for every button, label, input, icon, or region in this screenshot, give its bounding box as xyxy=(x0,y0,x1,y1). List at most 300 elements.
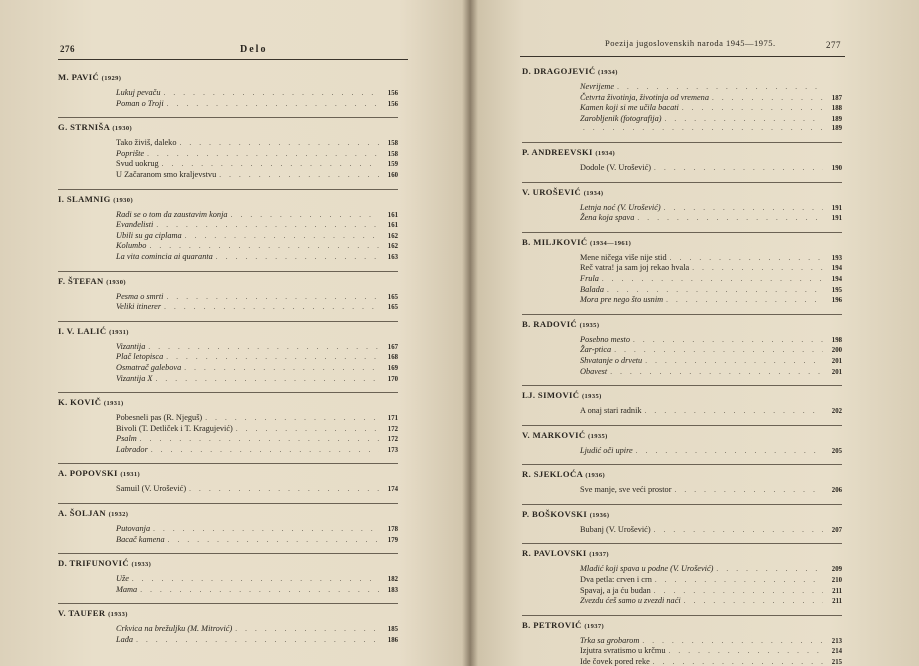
poem-entry xyxy=(580,274,842,285)
author-name-text: I. SLAMNIG xyxy=(58,193,111,204)
dot-leader xyxy=(614,346,823,356)
dot-leader xyxy=(189,485,379,495)
poem-entry xyxy=(580,253,842,264)
page-ref: 161 xyxy=(387,211,398,219)
poem-title: Svud uokrug xyxy=(116,159,159,169)
author-name-text: B. MILJKOVIĆ xyxy=(522,236,588,247)
author-years: (1935) xyxy=(579,321,600,329)
author-name xyxy=(58,558,398,570)
dot-leader xyxy=(636,447,823,457)
entry-spacing xyxy=(58,384,398,392)
author-name-text: A. ŠOLJAN xyxy=(58,508,107,519)
page-ref: 163 xyxy=(387,253,398,261)
dot-leader xyxy=(163,89,379,99)
poem-title: Uže xyxy=(116,574,129,584)
author-years: (1930) xyxy=(112,125,133,133)
page-ref: 162 xyxy=(387,232,398,240)
poem-title: Bacač kamena xyxy=(116,534,165,544)
poem-title: Kamen koji si me učila bacati xyxy=(580,103,679,113)
page-ref: 165 xyxy=(387,293,398,301)
dot-leader xyxy=(156,375,380,385)
dot-leader xyxy=(235,625,379,635)
author-entry-p-andreevski xyxy=(522,142,842,182)
poem-entry xyxy=(580,367,842,378)
dot-leader xyxy=(583,124,823,134)
author-name-text: I. V. LALIĆ xyxy=(58,325,107,336)
page-ref: 170 xyxy=(387,375,398,383)
author-entry-p-boskovski xyxy=(522,504,842,544)
dot-leader xyxy=(162,160,379,170)
poem-title: Letnja noć (V. Urošević) xyxy=(580,202,661,212)
author-name xyxy=(58,326,398,338)
page-ref: 159 xyxy=(387,161,398,169)
poem-entry xyxy=(116,535,398,546)
poem-entry xyxy=(116,574,398,585)
right-running-title: Poezija jugoslovenskih naroda 1945—1975. xyxy=(605,38,776,48)
dot-leader xyxy=(132,575,379,585)
poem-entry xyxy=(116,445,398,456)
poem-entry xyxy=(116,624,398,635)
author-years: (1931) xyxy=(120,471,141,479)
page-ref: 215 xyxy=(831,659,842,666)
poem-entry xyxy=(580,345,842,356)
author-name-text: B. RADOVIĆ xyxy=(522,318,578,329)
poem-title: Osmatrač galebova xyxy=(116,362,182,372)
page-ref: 160 xyxy=(387,171,398,179)
author-name-text: V. MARKOVIĆ xyxy=(522,429,586,440)
poem-title: Zvezdu ćeš samo u zvezdi naći xyxy=(580,596,681,606)
author-name-text: K. KOVIČ xyxy=(58,397,102,408)
poem-title: Ubili su ga ciplama xyxy=(116,230,182,240)
entry-spacing xyxy=(58,181,398,189)
page-ref: 158 xyxy=(387,140,398,148)
author-name xyxy=(522,469,842,481)
entry-divider xyxy=(522,464,842,465)
poem-title: Balada xyxy=(580,284,604,294)
poem-title: Radi se o tom da zaustavim konja xyxy=(116,209,228,219)
poem-title: La vita comincia ai quaranta xyxy=(116,251,213,261)
page-ref: 214 xyxy=(831,648,842,656)
entry-divider xyxy=(58,553,398,554)
poem-title: Dodole (V. Urošević) xyxy=(580,162,652,172)
entry-spacing xyxy=(58,545,398,553)
author-entry-r-pavlovski xyxy=(522,543,842,614)
poem-title: Lađa xyxy=(116,635,134,645)
page-ref: 206 xyxy=(831,487,842,495)
dot-leader xyxy=(168,536,379,546)
poem-title: Vizantija xyxy=(116,341,146,351)
author-entry-a-soljan xyxy=(58,503,398,553)
poem-entry xyxy=(116,424,398,435)
page-ref: 171 xyxy=(387,415,398,423)
author-name-text: D. DRAGOJEVIĆ xyxy=(522,66,596,76)
page-ref: 172 xyxy=(387,436,398,444)
poem-title: Pobesneli pas (R. Njeguš) xyxy=(116,413,203,423)
page-ref: 172 xyxy=(387,425,398,433)
dot-leader xyxy=(668,647,823,657)
poem-title: Poman o Troji xyxy=(116,98,164,108)
entry-divider xyxy=(58,321,398,322)
poem-entry xyxy=(580,646,842,657)
poem-title: Evanđelisti xyxy=(116,220,154,230)
author-name xyxy=(522,237,842,249)
dot-leader xyxy=(712,94,823,104)
poem-entry xyxy=(580,525,842,536)
page-ref: 194 xyxy=(831,275,842,283)
entry-divider xyxy=(58,603,398,604)
entry-divider xyxy=(522,504,842,505)
author-name xyxy=(58,276,398,288)
dot-leader xyxy=(655,576,823,586)
page-ref: 189 xyxy=(831,125,842,133)
dot-leader xyxy=(231,211,379,221)
poem-entry xyxy=(116,585,398,596)
poem-title: Plač letopisca xyxy=(116,352,164,362)
poem-title: Lukuj pevaču xyxy=(116,88,161,97)
author-entry-v-markovic xyxy=(522,425,842,465)
author-name xyxy=(522,548,842,560)
entry-divider xyxy=(522,543,842,544)
poem-entry xyxy=(580,564,842,575)
poem-entry xyxy=(116,292,398,303)
dot-leader xyxy=(164,303,379,313)
left-running-title: Delo xyxy=(240,44,268,55)
entry-divider xyxy=(58,463,398,464)
entry-spacing xyxy=(58,263,398,271)
poem-entry xyxy=(580,93,842,104)
page-ref: 168 xyxy=(387,354,398,362)
page-ref: 189 xyxy=(831,115,842,123)
author-name xyxy=(58,397,398,409)
poem-entry xyxy=(116,434,398,445)
poem-entry xyxy=(580,263,842,274)
entry-divider xyxy=(522,425,842,426)
dot-leader xyxy=(642,637,823,647)
poem-entry xyxy=(116,352,398,363)
page-ref: 169 xyxy=(387,364,398,372)
page-ref: 207 xyxy=(831,526,842,534)
author-name xyxy=(522,390,842,402)
page-ref: 187 xyxy=(831,94,842,102)
poem-title: Trka sa grobarom xyxy=(580,635,640,645)
right-contents-list xyxy=(522,66,842,666)
poem-entry xyxy=(116,138,398,149)
dot-leader xyxy=(136,636,379,646)
page-ref: 202 xyxy=(831,408,842,416)
author-name xyxy=(522,430,842,442)
author-years: (1934) xyxy=(595,149,616,157)
author-name xyxy=(58,508,398,520)
author-years: (1931) xyxy=(109,328,129,336)
poem-entry xyxy=(580,285,842,296)
author-name-text: V. TAUFER xyxy=(58,608,106,619)
poem-title: Poprište xyxy=(116,148,145,158)
poem-entry xyxy=(580,114,842,125)
left-contents-list xyxy=(58,72,398,654)
poem-entry xyxy=(580,446,842,457)
entry-divider xyxy=(522,232,842,233)
dot-leader xyxy=(674,486,823,496)
page-ref: 211 xyxy=(832,587,842,595)
dot-leader xyxy=(666,296,823,306)
entry-divider xyxy=(58,271,398,272)
dot-leader xyxy=(205,414,379,424)
poem-title: Obavest xyxy=(580,366,608,376)
poem-title: Mladić koji spava u podne (V. Urošević) xyxy=(580,564,714,574)
author-name xyxy=(58,194,398,206)
poem-title: Dva petla: crven i crn xyxy=(580,575,652,585)
author-name xyxy=(522,147,842,159)
book-gutter-shadow xyxy=(462,0,478,666)
author-years: (1933) xyxy=(131,561,152,569)
entry-spacing xyxy=(58,646,398,654)
page-ref: 185 xyxy=(387,626,398,634)
page-ref: 158 xyxy=(387,150,398,158)
entry-divider xyxy=(58,503,398,504)
poem-title: U Začaranom smo kraljevstvu xyxy=(116,169,217,179)
page-ref: 201 xyxy=(831,368,842,376)
dot-leader xyxy=(156,221,379,231)
page-ref: 167 xyxy=(387,343,398,351)
poem-entry xyxy=(580,596,842,607)
poem-entry xyxy=(116,241,398,252)
author-years: (1936) xyxy=(585,472,606,480)
author-name-text: M. PAVIĆ xyxy=(58,72,100,82)
author-name xyxy=(522,620,842,632)
page-ref: 162 xyxy=(387,243,398,251)
page-ref: 178 xyxy=(387,526,398,534)
poem-entry xyxy=(580,213,842,224)
entry-spacing xyxy=(522,496,842,504)
poem-title: Nevrijeme xyxy=(580,82,615,91)
author-years: (1937) xyxy=(584,622,605,630)
poem-entry xyxy=(580,163,842,174)
author-entry-i-slamnig xyxy=(58,189,398,271)
author-name xyxy=(522,66,842,78)
author-name xyxy=(58,608,398,620)
dot-leader xyxy=(665,115,823,125)
page-ref: 161 xyxy=(387,222,398,230)
author-name-text: V. UROŠEVIĆ xyxy=(522,186,582,197)
page-ref: 173 xyxy=(387,446,398,454)
author-years: (1937) xyxy=(589,551,609,559)
poem-title: Bubanj (V. Urošević) xyxy=(580,524,651,534)
dot-leader xyxy=(633,336,823,346)
left-header-rule xyxy=(58,59,408,60)
dot-leader xyxy=(645,407,823,417)
poem-title: Psalm xyxy=(116,434,137,444)
poem-entry xyxy=(116,252,398,263)
page-ref: 191 xyxy=(831,215,842,223)
author-entry-d-trifunovic xyxy=(58,553,398,603)
poem-entry xyxy=(116,635,398,646)
author-years: (1932) xyxy=(108,511,129,519)
entry-spacing xyxy=(522,174,842,182)
poem-entry xyxy=(116,342,398,353)
page-ref: 183 xyxy=(387,586,398,594)
author-name-text: R. PAVLOVSKI xyxy=(522,548,587,559)
author-years: (1931) xyxy=(103,400,124,408)
poem-entry xyxy=(580,657,842,666)
poem-entry xyxy=(580,636,842,647)
poem-entry xyxy=(580,586,842,597)
poem-entry xyxy=(580,406,842,417)
page-ref: 174 xyxy=(387,486,398,494)
author-entry-b-radovic xyxy=(522,314,842,385)
dot-leader xyxy=(140,586,379,596)
dot-leader xyxy=(166,353,379,363)
author-name xyxy=(58,72,398,84)
page-ref: 190 xyxy=(831,164,842,172)
page-ref: 205 xyxy=(831,447,842,455)
page-ref: 213 xyxy=(831,637,842,645)
dot-leader xyxy=(153,525,379,535)
poem-title: Žena koja spava xyxy=(580,213,635,223)
page-ref: 198 xyxy=(831,336,842,344)
poem-entry xyxy=(116,170,398,181)
page-ref: 211 xyxy=(832,598,842,606)
author-years: (1935) xyxy=(588,432,608,440)
dot-leader xyxy=(607,286,823,296)
author-entry-f-stefan xyxy=(58,271,398,321)
poem-title: Frula xyxy=(580,273,599,283)
dot-leader xyxy=(147,150,379,160)
entry-divider xyxy=(522,142,842,143)
poem-entry xyxy=(116,374,398,385)
page-ref: 209 xyxy=(831,566,842,574)
poem-title: Crkvica na brežuljku (M. Mitrović) xyxy=(116,624,233,634)
author-name-text: G. STRNIŠA xyxy=(58,122,110,133)
author-name-text: P. BOŠKOVSKI xyxy=(522,508,588,519)
author-name-text: F. ŠTEFAN xyxy=(58,275,104,286)
author-name xyxy=(58,122,398,134)
entry-divider xyxy=(58,117,398,118)
page-ref: 200 xyxy=(831,347,842,355)
dot-leader xyxy=(184,364,379,374)
author-name-text: B. PETROVIĆ xyxy=(522,619,582,630)
dot-leader xyxy=(185,232,379,242)
dot-leader xyxy=(166,293,379,303)
dot-leader xyxy=(148,343,379,353)
dot-leader xyxy=(140,435,379,445)
dot-leader xyxy=(664,204,823,214)
author-name-text: LJ. SIMOVIĆ xyxy=(522,390,580,401)
poem-title: Shvatanje o drvetu xyxy=(580,355,643,365)
dot-leader xyxy=(670,254,823,264)
author-entry-k-kovic xyxy=(58,392,398,463)
entry-spacing xyxy=(58,313,398,321)
poem-title: Mene ničega više nije stid xyxy=(580,252,667,262)
dot-leader xyxy=(602,275,823,285)
poem-title: Mora pre nego što usnim xyxy=(580,295,664,305)
poem-entry xyxy=(116,413,398,424)
poem-title: Žar-ptica xyxy=(580,345,612,355)
poem-title: Četvrta životinja, životinja od vremena xyxy=(580,92,709,102)
dot-leader xyxy=(654,526,823,536)
author-years: (1930) xyxy=(106,278,126,286)
entry-spacing xyxy=(522,456,842,464)
author-years: (1933) xyxy=(108,611,128,619)
entry-divider xyxy=(522,615,842,616)
author-entry-a-popovski xyxy=(58,463,398,503)
right-header-rule xyxy=(520,56,845,57)
entry-spacing xyxy=(522,306,842,314)
entry-divider xyxy=(522,314,842,315)
author-entry-lj-simovic xyxy=(522,385,842,425)
entry-spacing xyxy=(522,535,842,543)
author-entry-m-pavic xyxy=(58,72,398,117)
author-name xyxy=(58,468,398,480)
right-page-number: 277 xyxy=(826,40,841,50)
entry-spacing xyxy=(522,134,842,142)
author-entry-b-petrovic xyxy=(522,615,842,666)
page-ref: 165 xyxy=(387,304,398,312)
author-entry-g-strnisa xyxy=(58,117,398,188)
dot-leader xyxy=(637,214,823,224)
poem-title: Pesma o smrti xyxy=(116,291,164,301)
poem-title: Samuil (V. Urošević) xyxy=(116,484,187,494)
author-entry-b-miljkovic xyxy=(522,232,842,314)
poem-title: A onaj stari radnik xyxy=(580,406,642,416)
poem-entry xyxy=(116,210,398,221)
poem-title: Sve manje, sve veći prostor xyxy=(580,485,672,495)
author-entry-i-v-lalic xyxy=(58,321,398,392)
author-years: (1936) xyxy=(589,511,610,519)
page-ref: 179 xyxy=(387,536,398,544)
author-years: (1934—1961) xyxy=(590,239,632,247)
poem-entry xyxy=(580,82,842,93)
dot-leader xyxy=(179,139,379,149)
dot-leader xyxy=(216,253,379,263)
dot-leader xyxy=(654,164,823,174)
poem-title: Reč vatra! ja sam joj rekao hvala xyxy=(580,263,690,273)
dot-leader xyxy=(236,425,379,435)
entry-spacing xyxy=(58,495,398,503)
poem-entry xyxy=(116,524,398,535)
author-name-text: R. SJEKLOĆA xyxy=(522,469,583,480)
page-ref: 156 xyxy=(387,90,398,97)
poem-title: Bivoli (T. Detliček i T. Kragujević) xyxy=(116,423,233,433)
page-ref: 210 xyxy=(831,577,842,585)
dot-leader xyxy=(654,587,823,597)
poem-entry xyxy=(116,149,398,160)
author-years: (1929) xyxy=(101,75,122,82)
poem-entry xyxy=(116,99,398,110)
entry-spacing xyxy=(522,377,842,385)
poem-title: Ljudić oči upire xyxy=(580,445,633,455)
poem-entry xyxy=(580,295,842,306)
author-years: (1935) xyxy=(581,393,602,401)
page-ref: 186 xyxy=(387,637,398,645)
poem-entry xyxy=(116,88,398,99)
author-years: (1934) xyxy=(583,189,604,197)
poem-title: Izjutra svratismo u krčmu xyxy=(580,646,666,656)
author-name-text: A. POPOVSKI xyxy=(58,468,118,479)
author-years: (1934) xyxy=(598,69,618,76)
entry-spacing xyxy=(522,607,842,615)
entry-spacing xyxy=(58,109,398,117)
author-name-text: D. TRIFUNOVIĆ xyxy=(58,558,129,569)
page-ref: 191 xyxy=(831,204,842,212)
entry-divider xyxy=(522,182,842,183)
dot-leader xyxy=(716,565,823,575)
poem-entry xyxy=(116,363,398,374)
poem-entry xyxy=(580,335,842,346)
poem-title: Vizantija X xyxy=(116,373,153,383)
entry-spacing xyxy=(58,595,398,603)
poem-entry xyxy=(116,159,398,170)
author-name xyxy=(522,509,842,521)
